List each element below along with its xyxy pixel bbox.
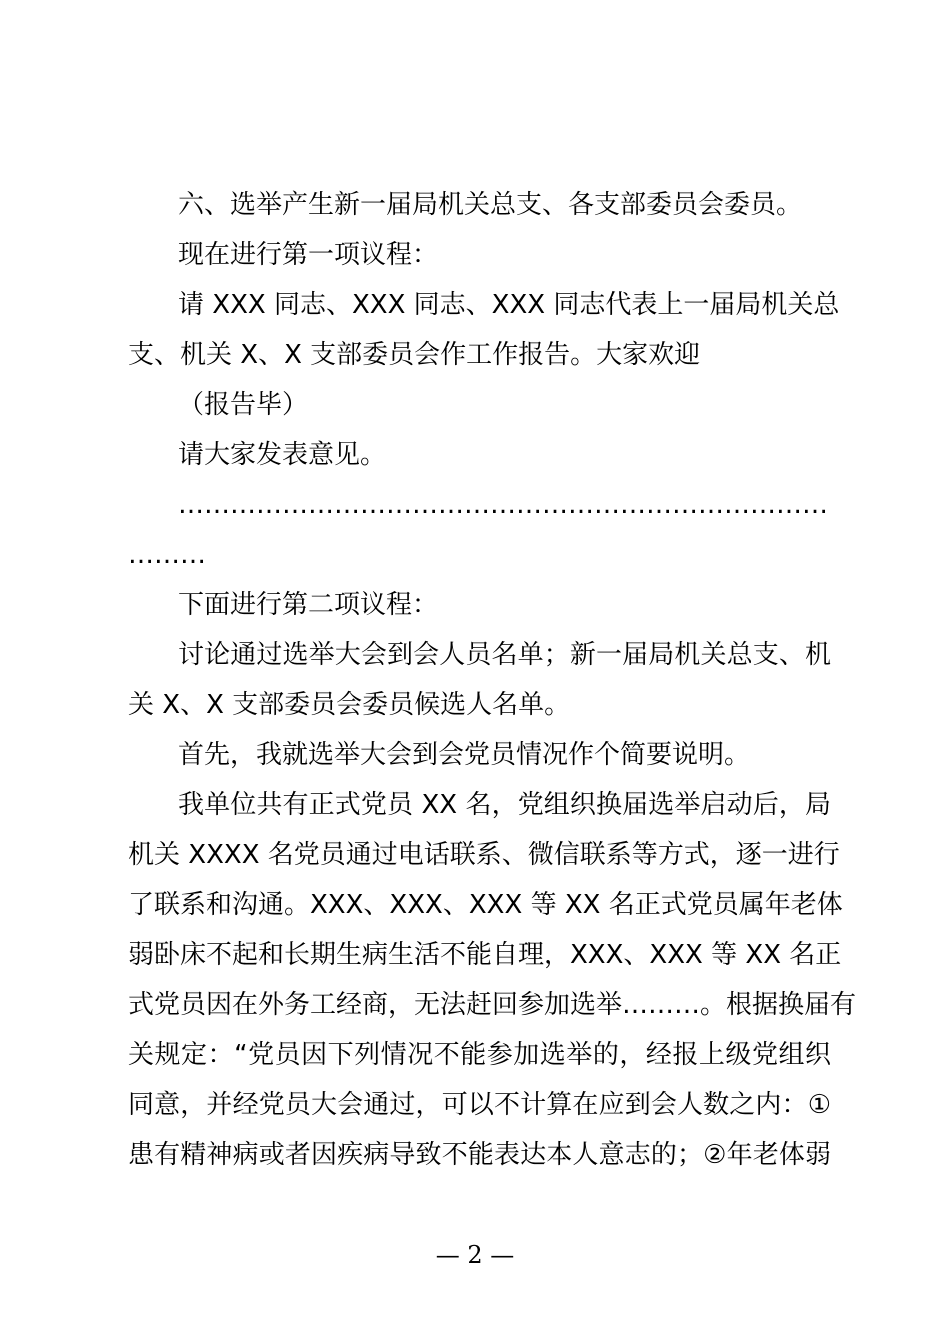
paragraph-line: 请大家发表意见。 — [178, 440, 387, 470]
paragraph-line: 首先，我就选举大会到会党员情况作个简要说明。 — [178, 740, 751, 770]
paragraph-line: 患有精神病或者因疾病导致不能表达本人意志的；②年老体弱 — [128, 1140, 831, 1170]
paragraph-line: 机关 XXXX 名党员通过电话联系、微信联系等方式，逐一进行 — [128, 840, 840, 870]
paragraph-line: 了联系和沟通。XXX、XXX、XXX 等 XX 名正式党员属年老体 — [128, 890, 843, 920]
ellipsis-line: ……… — [128, 540, 206, 570]
paragraph-line: 我单位共有正式党员 XX 名，党组织换届选举启动后，局 — [178, 790, 831, 820]
paragraph-line: 讨论通过选举大会到会人员名单；新一届局机关总支、机 — [178, 640, 831, 670]
paragraph-line: 请 XXX 同志、XXX 同志、XXX 同志代表上一届局机关总 — [178, 290, 840, 320]
agenda-item-six: 六、选举产生新一届局机关总支、各支部委员会委员。 — [178, 190, 803, 220]
paragraph-line: 关规定：“党员因下列情况不能参加选举的，经报上级党组织 — [128, 1040, 831, 1070]
paragraph-line: 关 X、X 支部委员会委员候选人名单。 — [128, 690, 571, 720]
ellipsis-line: ………………………………………………………………… — [178, 490, 828, 520]
agenda-two-heading: 下面进行第二项议程： — [178, 590, 439, 620]
agenda-one-heading: 现在进行第一项议程： — [178, 240, 439, 270]
paragraph-line: 同意，并经党员大会通过，可以不计算在应到会人数之内：① — [128, 1090, 831, 1120]
page-number: — 2 — — [435, 1241, 515, 1269]
paragraph-line: 式党员因在外务工经商，无法赶回参加选举………。根据换届有 — [128, 990, 857, 1020]
report-finished-note: （报告毕） — [178, 390, 309, 420]
paragraph-line: 支、机关 X、X 支部委员会作工作报告。大家欢迎 — [128, 340, 701, 370]
paragraph-line: 弱卧床不起和长期生病生活不能自理，XXX、XXX 等 XX 名正 — [128, 940, 842, 970]
